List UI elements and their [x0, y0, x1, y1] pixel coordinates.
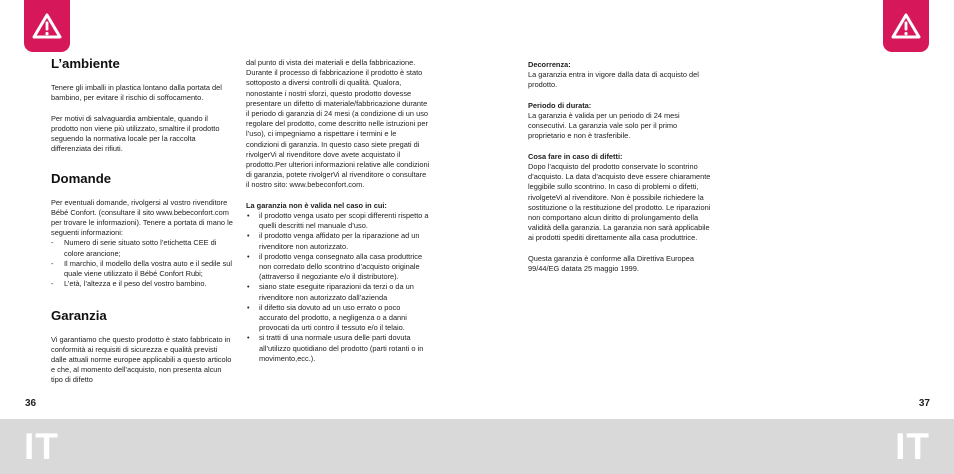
- questions-title: Domande: [51, 170, 112, 186]
- left-column: [51, 56, 233, 396]
- list-item: • il difetto sia dovuto ad un uso errato o poco accurato del prodotto, a negligenza o a danni provocati da urti contro il tessuto e/o il telaio.: [246, 303, 430, 334]
- list-item: • il prodotto venga usato per scopi differenti rispetto a quelli descritti nel manuale d’uso.: [246, 211, 430, 231]
- questions-intro: Per eventuali domande, rivolgersi al vostro rivenditore Bébé Confort. (consultare il sito www.bebeconfort.com per trovare le informazioni). Tenere a portata di mano le seguenti informazioni:: [51, 197, 233, 238]
- environment-paragraph: Per motivi di salvaguardia ambientale, quando il prodotto non viene più utilizzato, smaltire il prodotto seguendo la normativa locale per la raccolta differenziata dei rifiuti.: [51, 113, 220, 154]
- duration-heading: Periodo di durata:: [528, 100, 592, 110]
- start-text: La garanzia entra in vigore dalla data di acquisto del prodotto.: [528, 70, 699, 90]
- right-column: [528, 60, 714, 284]
- middle-column: [246, 58, 430, 374]
- warning-tab: [24, 0, 70, 52]
- warning-triangle-icon: [891, 13, 921, 39]
- warning-triangle-icon: [32, 13, 62, 39]
- language-code: IT: [895, 426, 930, 467]
- list-item: • il prodotto venga affidato per la riparazione ad un rivenditore non autorizzato.: [246, 231, 430, 251]
- footer-band: [477, 419, 954, 474]
- page-number: 37: [918, 398, 930, 409]
- list-item: • siano state eseguite riparazioni da terzi o da un rivenditore non autorizzato dall’azienda: [246, 282, 430, 302]
- list-item: - L’età, l’altezza e il peso del vostro bambino.: [51, 279, 233, 289]
- warranty-title: Garanzia: [51, 307, 107, 323]
- environment-title: L’ambiente: [51, 56, 120, 71]
- list-item: - Il marchio, il modello della vostra auto e il sedile sul quale viene utilizzato il Bébé Confort Rubi;: [51, 259, 233, 279]
- warning-tab: [883, 0, 929, 52]
- warranty-intro: Vi garantiamo che questo prodotto è stato fabbricato in conformità ai requisiti di sicurezza e qualità previsti dalle attuali norme europee applicabili a questo articolo e che, al momento dell’acquisto, non presenta alcun tipo di difetto: [51, 334, 232, 385]
- invalid-heading: La garanzia non è valida nel caso in cui:: [246, 200, 387, 210]
- questions-list: [51, 238, 233, 289]
- defects-heading: Cosa fare in caso di difetti:: [528, 151, 623, 161]
- defects-text: Dopo l’acquisto del prodotto conservate lo scontrino d’acquisto. La data d’acquisto deve essere chiaramente leggibile sullo scontrino. In caso di problemi o difetti, rivolgeteVi al rivenditore. Non è possibile richiedere la sostituzione o la restituzione del prodotto. Le riparazioni non comportano alcun diritto di prolungamento della validità della garanzia. La garanzia non sarà applicabile ai prodotti spediti direttamente alla casa produttrice.: [528, 162, 711, 243]
- list-item: • il prodotto venga consegnato alla casa produttrice non corredato dello scontrino d’acquisto originale (attraverso il negoziante e/o il distributore).: [246, 252, 430, 283]
- compliance-text: Questa garanzia è conforme alla Direttiva Europea 99/44/EG datata 25 maggio 1999.: [528, 253, 694, 274]
- list-item: - Numero di serie situato sotto l’etichetta CEE di colore arancione;: [51, 238, 233, 258]
- duration-text: La garanzia è valida per un periodo di 24 mesi consecutivi. La garanzia vale solo per il primo proprietario e non è trasferibile.: [528, 111, 680, 141]
- list-item: • si tratti di una normale usura delle parti dovuta all’utilizzo quotidiano del prodotto (parti rotanti o in movimento,ecc.).: [246, 333, 430, 364]
- footer-band: [0, 419, 477, 474]
- environment-paragraph: Tenere gli imballi in plastica lontano dalla portata del bambino, per evitare il rischio di soffocamento.: [51, 83, 222, 103]
- start-heading: Decorrenza:: [528, 60, 571, 69]
- page-number: 36: [25, 398, 37, 409]
- warranty-continuation: dal punto di vista dei materiali e della fabbricazione. Durante il processo di fabbricazione il prodotto è stato sottoposto a diversi controlli di qualità. Qualora, nonostante i nostri sforzi, questo prodotto dovesse presentare un difetto di materiale/fabbricazione durante il periodo di garanzia di 24 mesi (a condizione di un uso regolare del prodotto, come descritto nelle istruzioni per l’uso), ci impegniamo a rispettare i termini e le condizioni di garanzia. In questo caso siete pregati di rivolgerVi al rivenditore dove avete acquistato il prodotto.Per ulteriori informazioni relative alle condizioni di garanzia, potete rivolgerVi al rivenditore o consultare il nostro sito: www.bebeconfort.com.: [246, 58, 430, 190]
- language-code: IT: [24, 426, 59, 467]
- invalid-list: [246, 211, 430, 364]
